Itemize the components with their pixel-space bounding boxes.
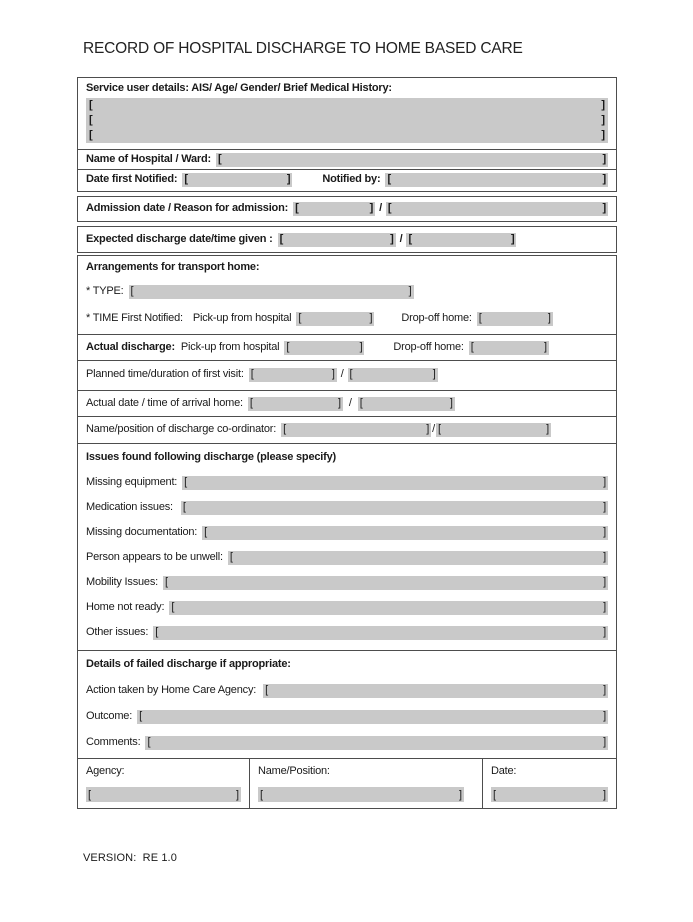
close-bracket: ] [408, 285, 412, 297]
service-user-details-field[interactable] [86, 98, 608, 143]
issue-row [86, 575, 608, 590]
close-bracket: ] [338, 397, 341, 409]
service-user-line-2[interactable] [89, 113, 605, 128]
section-planned-visit [77, 360, 617, 391]
open-bracket: [ [250, 368, 254, 380]
home-not-ready-label: Home not ready: [86, 601, 165, 613]
issues-header: Issues found following discharge (please specify) [86, 451, 336, 463]
close-bracket: ] [390, 233, 394, 245]
mobility-issues-label: Mobility Issues: [86, 576, 158, 588]
admission-reason-field[interactable] [386, 202, 608, 216]
arrival-date-field[interactable] [248, 397, 343, 411]
open-bracket: [ [493, 788, 497, 801]
missing-equipment-field[interactable] [182, 476, 608, 490]
open-bracket: [ [147, 736, 151, 748]
admission-label: Admission date / Reason for admission: [86, 202, 289, 214]
close-bracket: ] [602, 202, 606, 214]
section-signatures [77, 758, 617, 809]
planned-duration-field[interactable] [348, 368, 438, 382]
notified-by-field[interactable] [385, 173, 608, 187]
open-bracket: [ [279, 233, 284, 245]
close-bracket: ] [603, 626, 606, 638]
open-bracket: [ [283, 423, 286, 435]
transport-header: Arrangements for transport home: [86, 261, 260, 273]
section-transport [77, 255, 617, 335]
close-bracket: ] [286, 173, 291, 185]
open-bracket: [ [229, 551, 233, 563]
slash-separator: / [379, 202, 382, 214]
transport-dropoff-label: Drop-off home: [401, 312, 472, 324]
version-text: VERSION: RE 1.0 [83, 852, 177, 864]
close-bracket: ] [426, 423, 430, 435]
close-bracket: ] [369, 202, 374, 214]
failed-row [86, 735, 608, 750]
failed-row [86, 683, 608, 698]
open-bracket: [ [171, 601, 175, 613]
open-bracket: [ [387, 202, 392, 214]
close-bracket: ] [458, 788, 462, 801]
open-bracket: [ [265, 684, 268, 696]
close-bracket: ] [603, 501, 606, 513]
open-bracket: [ [130, 285, 134, 297]
action-taken-field[interactable] [263, 684, 608, 698]
close-bracket: ] [601, 99, 605, 111]
close-bracket: ] [603, 601, 606, 613]
open-bracket: [ [298, 312, 302, 324]
page-title: RECORD OF HOSPITAL DISCHARGE TO HOME BASED CARE [83, 40, 523, 57]
discharge-form [77, 78, 617, 809]
open-bracket: [ [437, 423, 441, 435]
agency-cell [78, 759, 250, 808]
close-bracket: ] [602, 153, 606, 165]
open-bracket: [ [204, 526, 208, 538]
issue-row [86, 475, 608, 490]
transport-type-field[interactable] [129, 285, 414, 299]
date-label: Date: [491, 765, 517, 777]
transport-dropoff-field[interactable] [477, 312, 553, 326]
planned-time-field[interactable] [249, 368, 337, 382]
section-arrival-home [77, 390, 617, 417]
open-bracket: [ [184, 173, 188, 185]
close-bracket: ] [603, 736, 606, 748]
other-issues-field[interactable] [153, 626, 608, 640]
coordinator-position-field[interactable] [436, 423, 551, 437]
close-bracket: ] [543, 341, 547, 353]
section-service-user-details [77, 77, 617, 150]
open-bracket: [ [88, 788, 92, 801]
actual-dropoff-label: Drop-off home: [393, 341, 464, 353]
open-bracket: [ [155, 626, 159, 638]
medication-issues-label: Medication issues: [86, 501, 173, 513]
person-unwell-label: Person appears to be unwell: [86, 551, 223, 563]
actual-discharge-label: Actual discharge: [86, 341, 175, 353]
close-bracket: ] [603, 526, 606, 538]
issue-row [86, 550, 608, 565]
agency-label: Agency: [86, 765, 125, 777]
name-position-field[interactable] [258, 787, 464, 802]
open-bracket: [ [470, 341, 474, 353]
transport-time-label: * TIME First Notified: [86, 312, 183, 324]
close-bracket: ] [432, 368, 436, 380]
open-bracket: [ [182, 501, 186, 513]
open-bracket: [ [249, 397, 253, 409]
service-user-line-3[interactable] [89, 128, 605, 143]
open-bracket: [ [217, 153, 222, 165]
close-bracket: ] [547, 312, 551, 324]
transport-type-label: * TYPE: [86, 285, 124, 297]
name-position-label: Name/Position: [258, 765, 330, 777]
section-expected-discharge [77, 226, 617, 253]
close-bracket: ] [603, 684, 606, 696]
open-bracket: [ [408, 233, 412, 245]
outcome-label: Outcome: [86, 710, 133, 722]
service-user-details-label: Service user details: AIS/ Age/ Gender/ Brief Medical History: [86, 82, 392, 94]
arrival-time-field[interactable] [358, 397, 455, 411]
close-bracket: ] [449, 397, 453, 409]
close-bracket: ] [601, 114, 605, 126]
slash-separator: / [340, 368, 344, 380]
close-bracket: ] [603, 551, 606, 563]
close-bracket: ] [369, 312, 373, 324]
arrival-home-label: Actual date / time of arrival home: [86, 397, 243, 409]
actual-pickup-field[interactable] [284, 341, 364, 355]
close-bracket: ] [603, 476, 606, 488]
medication-issues-field[interactable] [181, 501, 608, 515]
section-date-first-notified [77, 169, 617, 192]
open-bracket: [ [478, 312, 482, 324]
close-bracket: ] [510, 233, 515, 245]
issue-row [86, 625, 608, 640]
close-bracket: ] [602, 173, 606, 185]
close-bracket: ] [359, 341, 363, 353]
planned-visit-label: Planned time/duration of first visit: [86, 368, 244, 380]
section-issues [77, 443, 617, 651]
expected-discharge-label: Expected discharge date/time given : [86, 233, 273, 245]
service-user-line-1[interactable] [89, 98, 605, 113]
missing-equipment-label: Missing equipment: [86, 476, 178, 488]
open-bracket: [ [359, 397, 363, 409]
date-first-notified-field[interactable] [182, 173, 292, 187]
admission-date-field[interactable] [293, 202, 375, 216]
issue-row [86, 500, 608, 515]
section-admission [77, 196, 617, 222]
open-bracket: [ [295, 202, 299, 214]
expected-date-field[interactable] [278, 233, 396, 247]
open-bracket: [ [89, 114, 93, 126]
transport-pickup-field[interactable] [296, 312, 374, 326]
close-bracket: ] [602, 788, 606, 801]
comments-label: Comments: [86, 736, 141, 748]
expected-time-field[interactable] [406, 233, 516, 247]
name-position-cell [250, 759, 483, 808]
date-first-notified-label: Date first Notified: [86, 173, 178, 185]
missing-documentation-field[interactable] [202, 526, 608, 540]
open-bracket: [ [184, 476, 188, 488]
close-bracket: ] [546, 423, 549, 435]
failed-row [86, 709, 608, 724]
open-bracket: [ [89, 129, 93, 141]
close-bracket: ] [601, 129, 605, 141]
hospital-ward-field[interactable] [216, 153, 608, 167]
slash-separator: / [348, 397, 352, 409]
missing-documentation-label: Missing documentation: [86, 526, 198, 538]
person-unwell-field[interactable] [228, 551, 608, 565]
home-not-ready-field[interactable] [169, 601, 608, 615]
actual-dropoff-field[interactable] [469, 341, 549, 355]
comments-field[interactable] [145, 736, 608, 750]
mobility-issues-field[interactable] [163, 576, 608, 590]
other-issues-label: Other issues: [86, 626, 149, 638]
issue-row [86, 600, 608, 615]
hospital-ward-label: Name of Hospital / Ward: [86, 153, 211, 165]
close-bracket: ] [331, 368, 335, 380]
slash-separator: / [399, 233, 403, 245]
section-actual-discharge [77, 334, 617, 361]
coordinator-name-field[interactable] [281, 423, 431, 437]
open-bracket: [ [89, 99, 93, 111]
notified-by-label: Notified by: [322, 173, 381, 185]
open-bracket: [ [387, 173, 391, 185]
close-bracket: ] [603, 576, 606, 588]
open-bracket: [ [349, 368, 353, 380]
issue-row [86, 525, 608, 540]
close-bracket: ] [235, 788, 239, 801]
open-bracket: [ [139, 710, 142, 722]
outcome-field[interactable] [137, 710, 608, 724]
open-bracket: [ [165, 576, 168, 588]
agency-field[interactable] [86, 787, 241, 802]
action-taken-label: Action taken by Home Care Agency: [86, 684, 257, 696]
open-bracket: [ [286, 341, 290, 353]
open-bracket: [ [260, 788, 264, 801]
actual-pickup-label: Pick-up from hospital [180, 341, 280, 353]
section-coordinator [77, 416, 617, 444]
failed-discharge-header: Details of failed discharge if appropriate: [86, 658, 291, 670]
section-failed-discharge [77, 650, 617, 759]
slash-separator: / [432, 423, 435, 435]
section-hospital-ward [77, 149, 617, 170]
date-cell [483, 759, 616, 808]
coordinator-label: Name/position of discharge co-ordinator: [86, 423, 277, 435]
close-bracket: ] [603, 710, 606, 722]
date-field[interactable] [491, 787, 608, 802]
transport-pickup-label: Pick-up from hospital [192, 312, 292, 324]
